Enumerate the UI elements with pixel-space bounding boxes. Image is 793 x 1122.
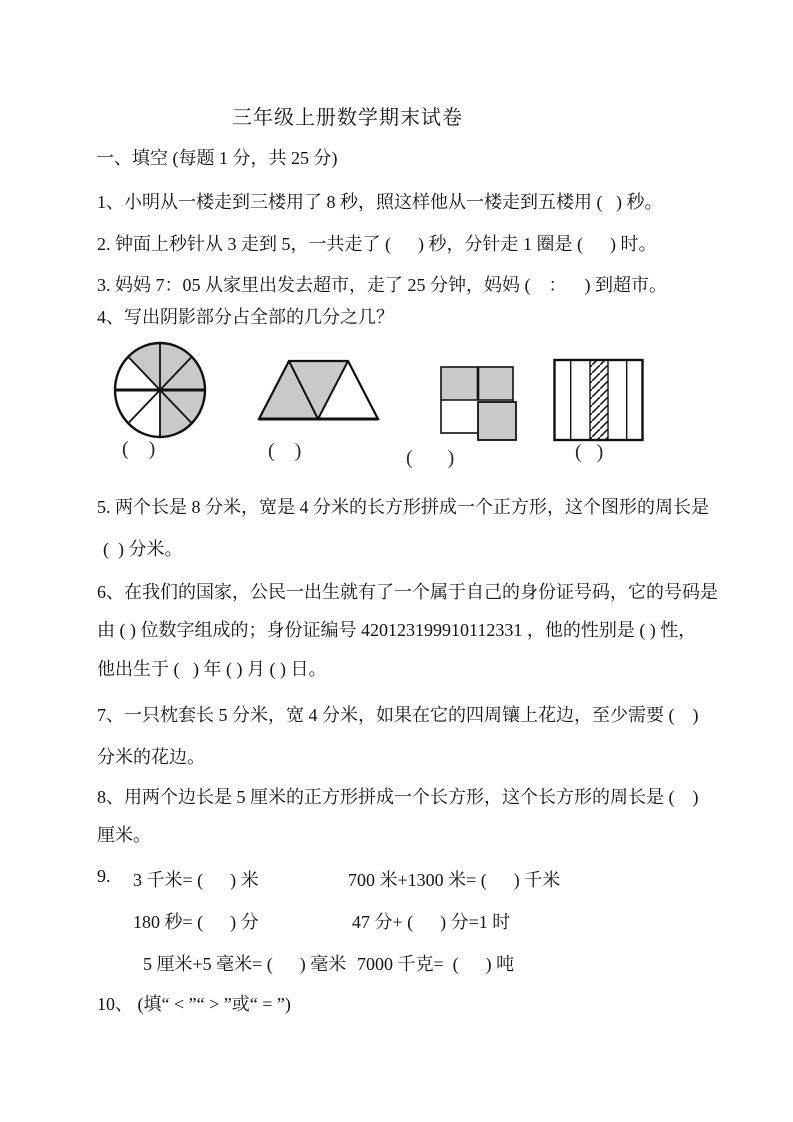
question-4: 4、写出阴影部分占全部的几分之几？ [97,307,394,327]
question-5-line-2: ( ) 分米。 [103,539,183,559]
fraction-circle-figure [112,340,208,441]
question-9-cell: 47 分+ ( ) 分=1 时 [352,912,511,932]
question-8-line-2: 厘米。 [97,825,151,845]
answer-blank-trapezoid: ( ) [268,440,302,462]
question-9-row-2 [0,908,793,932]
question-9-cell: 7000 千克= ( ) 吨 [357,954,515,974]
question-9-cell: 5 厘米+5 毫米= ( ) 毫米 [143,954,347,974]
question-6-line-1: 6、在我们的国家，公民一出生就有了一个属于自己的身份证号码，它的号码是 [97,582,718,602]
question-9-cell: 180 秒= ( ) 分 [133,912,259,932]
fraction-trapezoid-figure [250,353,386,425]
answer-blank-grid: ( ) [406,447,455,469]
answer-blank-strips: ( ) [575,441,604,463]
question-5-line-1: 5. 两个长是 8 分米，宽是 4 分米的长方形拼成一个正方形，这个图形的周长是 [97,497,709,517]
question-1: 1、小明从一楼走到三楼用了 8 秒，照这样他从一楼走到五楼用 ( ) 秒。 [97,192,663,212]
question-7-line-1: 7、一只枕套长 5 分米，宽 4 分米，如果在它的四周镶上花边，至少需要 ( ) [97,705,699,725]
fraction-square-grid-figure [438,364,520,444]
fraction-strip-figure [552,357,646,445]
question-9-number: 9. [97,866,111,886]
question-8-line-1: 8、用两个边长是 5 厘米的正方形拼成一个长方形，这个长方形的周长是 ( ) [97,787,699,807]
page-title: 三年级上册数学期末试卷 [232,107,463,129]
question-9-row-3 [0,950,793,974]
question-2: 2. 钟面上秒针从 3 走到 5，一共走了 ( ) 秒，分针走 1 圈是 ( ) 时。 [97,234,657,254]
section-heading: 一、填空 (每题 1 分，共 25 分) [96,148,338,168]
answer-blank-circle: ( ) [122,438,156,460]
question-6-line-2: 由 ( ) 位数字组成的；身份证编号 420123199910112331 ，他的性别是 ( ) 性， [97,620,697,640]
question-10: 10、 (填“ < ”“ > ”或“ = ”) [97,994,291,1014]
question-9-row-1 [0,866,793,890]
question-3: 3. 妈妈 7：05 从家里出发去超市，走了 25 分钟，妈妈 ( ： ) 到超市。 [97,275,667,295]
question-7-line-2: 分米的花边。 [97,747,205,767]
question-9-cell: 700 米+1300 米= ( ) 千米 [348,870,561,890]
question-9-cell: 3 千米= ( ) 米 [133,870,259,890]
question-6-line-3: 他出生于 ( ) 年 ( ) 月 ( ) 日。 [97,659,327,679]
